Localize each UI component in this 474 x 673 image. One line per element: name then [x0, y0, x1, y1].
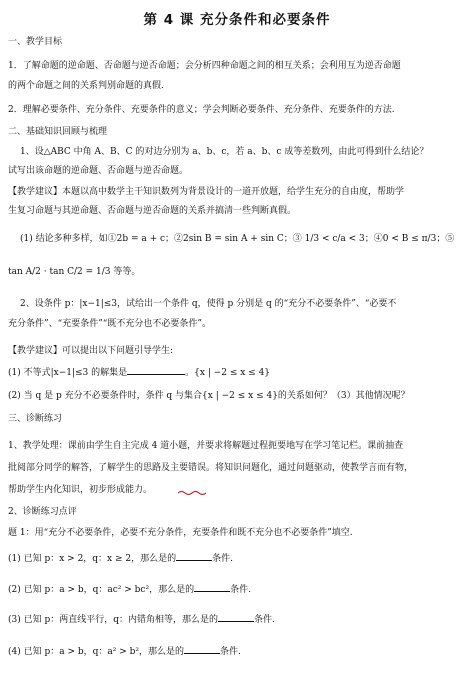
fill-blank: [176, 551, 212, 561]
section-heading-objectives: 一、教学目标: [8, 37, 63, 47]
review-1-line-2: 试写出该命题的逆命题、否命题与逆否命题。: [8, 166, 189, 176]
exercise-1-prompt: 题 1：用“充分不必要条件，必要不充分条件，充要条件和既不充分也不必要条件”填空.: [8, 528, 353, 538]
fill-blank: [218, 612, 254, 622]
exercise-1-item-3: [8, 612, 275, 626]
section-heading-review: 二、基础知识回顾与梳理: [8, 127, 108, 137]
item-text: (2) 已知 p：a > b，q：ac² > bc²，那么是的: [8, 585, 195, 595]
diagnosis-1-line-2: 批阅部分同学的解答，了解学生的思路及主要错误。将知识问题化，通过问题驱动，使教学言而有物，: [8, 463, 414, 473]
fill-blank: [184, 644, 220, 654]
page-title: 第 4 课 充分条件和必要条件: [143, 12, 331, 28]
review-1-line-1: 1、设△ABC 中角 A、B、C 的对边分别为 a、b、c，若 a、b、c 成等差数列，由此可得到什么结论？: [20, 147, 429, 157]
item-suffix: 条件.: [254, 615, 275, 625]
objective-1-line-1: 1．了解命题的逆命题、否命题与逆否命题；会分析四种命题之间的相互关系；会利用互为逆否命题: [8, 61, 401, 71]
question-1-text: (1) 不等式|x−1|≤3 的解集是: [8, 368, 128, 378]
exercise-1-item-4: [8, 644, 241, 658]
exercise-1-item-2: [8, 582, 251, 596]
diagnosis-1-line-1: 1、教学处理：课前由学生自主完成 4 道小题，并要求将解题过程扼要地写在学习笔记栏。课前抽查: [8, 441, 404, 451]
item-suffix: 条件.: [212, 554, 233, 564]
answer-1-line-2: tan A/2 · tan C/2 = 1/3 等等。: [8, 267, 141, 277]
answer-1-line-1: (1) 结论多种多样，如①2b = a + c；②2sin B = sin A + sin C；③ 1/3 < c/a < 3；④0 < B ≤ π/3；⑤: [20, 234, 455, 244]
item-text: (3) 已知 p：两直线平行，q：内错角相等，那么是的: [8, 615, 218, 625]
exercise-1-item-1: [8, 551, 233, 565]
question-2: (2) 当 q 是 p 充分不必要条件时，条件 q 与集合{x | −2 ≤ x ≤ 4}的关系如何？（3）其他情况呢？: [8, 391, 410, 401]
item-text: (4) 已知 p：a > b，q：a² > b²，那么是的: [8, 647, 184, 657]
section-heading-diagnosis: 三、诊断练习: [8, 414, 63, 424]
review-2-line-1: 2、设条件 p：|x−1|≤3，试给出一个条件 q，使得 p 分别是 q 的“充分不必要条件”、“必要不: [20, 299, 397, 309]
fill-blank: [127, 365, 185, 375]
teaching-suggestion-line-2: 生复习命题与其逆命题、否命题与逆否命题的关系并搞清一些判断真假。: [8, 206, 297, 216]
review-2-line-2: 充分条件”、“充要条件”“既不充分也不必要条件”。: [8, 319, 212, 329]
teaching-suggestion-line-1: 【教学建议】本题以高中数学主干知识数列为背景设计的一道开放题，给学生充分的自由度，帮助学: [8, 187, 405, 197]
objective-1-line-2: 的两个命题之间的关系判别命题的真假.: [8, 81, 164, 91]
diagnosis-2-heading: 2、诊断练习点评: [8, 507, 77, 517]
diagnosis-1-line-3: 帮助学生内化知识，初步形成能力。: [8, 485, 153, 495]
teaching-suggestion-2: 【教学建议】可以提出以下问题引导学生:: [8, 346, 174, 356]
fill-blank: [194, 582, 230, 592]
question-1-answer: 。{x | −2 ≤ x ≤ 4}: [185, 368, 271, 378]
item-suffix: 条件.: [220, 647, 241, 657]
wavy-underline-mark: [178, 490, 206, 496]
question-1: [8, 365, 270, 379]
objective-2: 2．理解必要条件、充分条件、充要条件的意义；学会判断必要条件、充分条件、充要条件的方法.: [8, 105, 395, 115]
item-text: (1) 已知 p：x > 2，q：x ≥ 2，那么是的: [8, 554, 177, 564]
item-suffix: 条件.: [230, 585, 251, 595]
